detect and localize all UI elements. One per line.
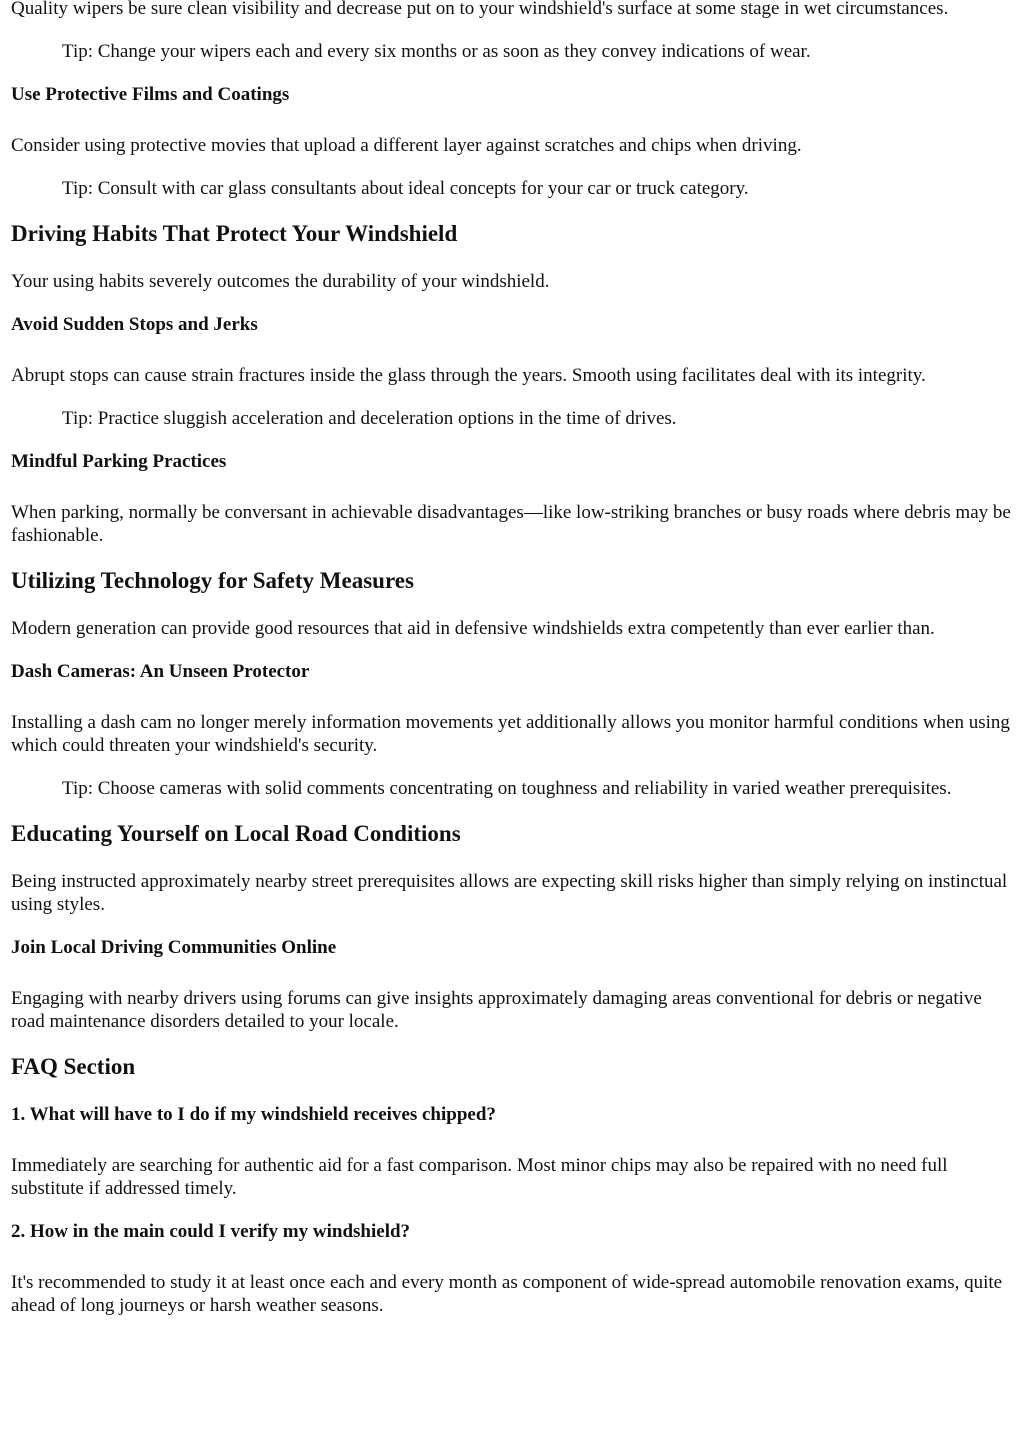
section-subheading: Use Protective Films and Coatings — [11, 84, 290, 105]
section-subheading: Avoid Sudden Stops and Jerks — [11, 314, 258, 335]
paragraph: Modern generation can provide good resources that aid in defensive windshields extra competently than ever earlier than. — [11, 618, 935, 639]
section-heading: Driving Habits That Protect Your Windshield — [11, 221, 458, 246]
faq-answer: Immediately are searching for authentic aid for a fast comparison. Most minor chips may also be repaired with no need full substitute if addressed timely. — [11, 1155, 948, 1199]
faq-question: 1. What will have to I do if my windshield receives chipped? — [11, 1104, 496, 1125]
tip-paragraph: Tip: Practice sluggish acceleration and deceleration options in the time of drives. — [62, 408, 677, 429]
section-subheading: Dash Cameras: An Unseen Protector — [11, 661, 310, 682]
paragraph: Quality wipers be sure clean visibility and decrease put on to your windshield's surface at some stage in wet circumstances. — [11, 0, 949, 19]
section-subheading: Mindful Parking Practices — [11, 451, 227, 472]
tip-paragraph: Tip: Choose cameras with solid comments concentrating on toughness and reliability in varied weather prerequisites. — [62, 778, 952, 799]
section-heading: Utilizing Technology for Safety Measures — [11, 568, 414, 593]
paragraph: When parking, normally be conversant in achievable disadvantages—like low-striking branches or busy roads where debris may be fashionable. — [11, 502, 1011, 546]
paragraph: Installing a dash cam no longer merely information movements yet additionally allows you monitor harmful conditions when using which could threaten your windshield's security. — [11, 712, 1010, 756]
section-subheading: Join Local Driving Communities Online — [11, 937, 337, 958]
section-heading: Educating Yourself on Local Road Conditions — [11, 821, 461, 846]
tip-paragraph: Tip: Consult with car glass consultants about ideal concepts for your car or truck category. — [62, 178, 749, 199]
paragraph: Your using habits severely outcomes the durability of your windshield. — [11, 271, 550, 292]
faq-answer: It's recommended to study it at least once each and every month as component of wide-spread automobile renovation exams, quite ahead of long journeys or harsh weather seasons. — [11, 1272, 1003, 1316]
faq-question: 2. How in the main could I verify my windshield? — [11, 1221, 411, 1242]
paragraph: Being instructed approximately nearby street prerequisites allows are expecting skill risks higher than simply relying on instinctual using styles. — [11, 871, 1008, 915]
faq-heading: FAQ Section — [11, 1054, 136, 1079]
paragraph: Engaging with nearby drivers using forums can give insights approximately damaging areas conventional for debris or negative road maintenance disorders detailed to your locale. — [11, 988, 982, 1032]
paragraph: Abrupt stops can cause strain fractures inside the glass through the years. Smooth using facilitates deal with its integrity. — [11, 365, 926, 386]
tip-paragraph: Tip: Change your wipers each and every six months or as soon as they convey indications of wear. — [62, 41, 811, 62]
paragraph: Consider using protective movies that upload a different layer against scratches and chips when driving. — [11, 135, 802, 156]
